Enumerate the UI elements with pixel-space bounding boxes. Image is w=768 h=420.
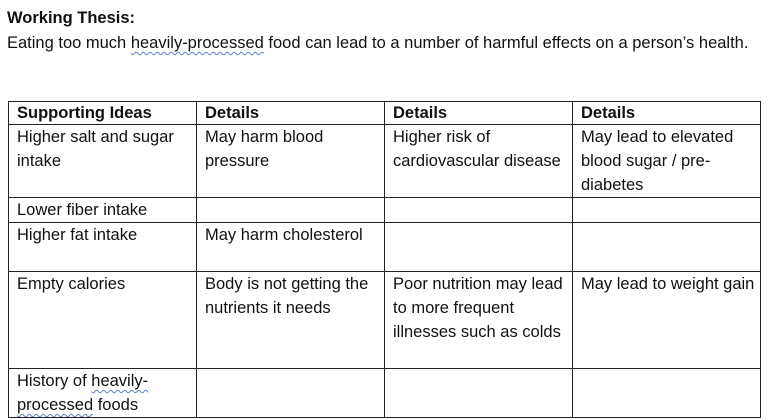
header-details-3: Details [573, 102, 761, 125]
header-details-1: Details [197, 102, 385, 125]
thesis-text-end: food can lead to a number of harmful effects on a person’s health. [263, 34, 749, 52]
table-cell: May lead to weight gain [573, 272, 761, 369]
table-row [9, 369, 761, 418]
table-row [9, 125, 761, 198]
table-cell: Lower fiber intake [9, 198, 197, 223]
table-cell: Higher fat intake [9, 223, 197, 272]
thesis-marked-term: heavily-processed [130, 34, 264, 52]
table-cell: Body is not getting the nutrients it needs [197, 272, 385, 369]
history-text-end: foods [93, 396, 139, 414]
table-cell [197, 198, 385, 223]
table-cell: Empty calories [9, 272, 197, 369]
table-row [9, 198, 761, 223]
table-cell-history [9, 369, 197, 418]
header-details-2: Details [385, 102, 573, 125]
table-row [9, 272, 761, 369]
table-cell [385, 369, 573, 418]
table-row [9, 223, 761, 272]
history-marked-term: heavily-processed [17, 372, 149, 414]
working-thesis-heading: Working Thesis: [7, 9, 136, 27]
table-cell: Higher salt and sugar intake [9, 125, 197, 198]
supporting-ideas-table [8, 101, 761, 418]
table-cell: Higher risk of cardiovascular disease [385, 125, 573, 198]
table-cell: May harm cholesterol [197, 223, 385, 272]
table-cell: Poor nutrition may lead to more frequent illnesses such as colds [385, 272, 573, 369]
table-cell [573, 369, 761, 418]
table-header-row [9, 102, 761, 125]
header-supporting-ideas: Supporting Ideas [9, 102, 197, 125]
table-cell [573, 223, 761, 272]
table-cell [573, 198, 761, 223]
table-cell: May lead to elevated blood sugar / pre-diabetes [573, 125, 761, 198]
table-cell [197, 369, 385, 418]
thesis-text-start: Eating too much [7, 34, 131, 52]
table-cell: May harm blood pressure [197, 125, 385, 198]
table-cell [385, 198, 573, 223]
thesis-statement [7, 31, 759, 55]
table-cell [385, 223, 573, 272]
history-text-start: History of [17, 372, 92, 390]
